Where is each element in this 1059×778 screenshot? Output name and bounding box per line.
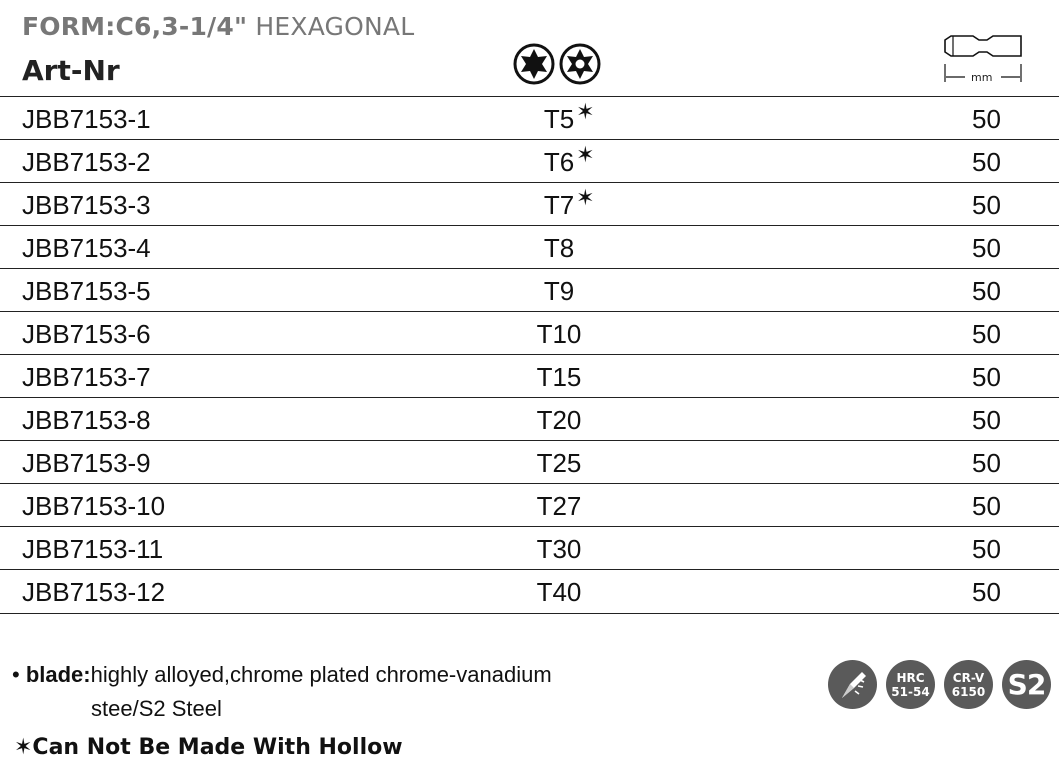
- table-row: [0, 311, 1059, 354]
- blade-label: blade:: [25, 662, 91, 687]
- torx-tamper-icon: [559, 43, 601, 85]
- torx-star-icon: [513, 43, 555, 85]
- blade-line-1: highly alloyed,chrome plated chrome-vanadium: [90, 662, 552, 687]
- no-hollow-star: ✶: [576, 142, 595, 167]
- torx-size: [537, 362, 582, 393]
- hrc-badge: [886, 660, 935, 709]
- torx-size-text: T8: [543, 233, 575, 263]
- art-number: JBB7153-3: [22, 190, 151, 220]
- hardness-badge: [828, 660, 877, 709]
- form-title: [22, 12, 414, 41]
- art-number: JBB7153-6: [22, 319, 151, 349]
- no-hollow-star: ✶: [576, 99, 595, 124]
- art-number: JBB7153-8: [22, 405, 151, 435]
- art-nr-header: Art-Nr: [22, 54, 120, 87]
- table-row: [0, 440, 1059, 483]
- art-number: JBB7153-10: [22, 491, 166, 521]
- length-mm: 50: [972, 233, 1001, 263]
- length-mm: 50: [972, 362, 1001, 392]
- table-row: [0, 526, 1059, 569]
- torx-size: [543, 185, 595, 221]
- form-type: HEXAGONAL: [255, 12, 415, 41]
- torx-size-text: T6: [543, 147, 575, 177]
- blade-line-2: stee/S2 Steel: [91, 696, 222, 721]
- hollow-note: ✶Can Not Be Made With Hollow: [14, 735, 403, 760]
- torx-size: [537, 319, 582, 350]
- torx-size-text: T9: [543, 276, 575, 306]
- length-mm: 50: [972, 276, 1001, 306]
- torx-size: [537, 534, 582, 565]
- crv-bottom: 6150: [951, 684, 986, 699]
- table-row: [0, 96, 1059, 139]
- no-hollow-star: ✶: [576, 185, 595, 210]
- hrc-bottom: 51-54: [891, 684, 930, 699]
- table-row: [0, 139, 1059, 182]
- torx-size-text: T10: [536, 319, 582, 349]
- crv-top: CR-V: [952, 670, 985, 685]
- length-mm: 50: [972, 190, 1001, 220]
- torx-size: [544, 276, 574, 307]
- product-table: [0, 96, 1059, 614]
- torx-size: [537, 405, 582, 436]
- torx-size-text: T20: [536, 405, 582, 435]
- torx-size-text: T30: [536, 534, 582, 564]
- spec-badges: [828, 660, 1051, 709]
- torx-size: [537, 577, 582, 608]
- art-number: JBB7153-7: [22, 362, 151, 392]
- torx-size: [543, 99, 595, 135]
- torx-size-text: T40: [536, 577, 582, 607]
- torx-size: [537, 491, 582, 522]
- torx-size-text: T27: [536, 491, 582, 521]
- length-mm: 50: [972, 448, 1001, 478]
- length-mm: 50: [972, 104, 1001, 134]
- drive-type-icons: [513, 43, 601, 85]
- torx-size: [543, 142, 595, 178]
- art-number: JBB7153-9: [22, 448, 151, 478]
- unit-label: mm: [971, 71, 993, 84]
- length-mm: 50: [972, 491, 1001, 521]
- bullet: •: [12, 662, 20, 687]
- length-mm: 50: [972, 147, 1001, 177]
- torx-size: [544, 233, 574, 264]
- crv-badge: [944, 660, 993, 709]
- length-mm: 50: [972, 319, 1001, 349]
- table-row: [0, 225, 1059, 268]
- table-row: [0, 397, 1059, 440]
- table-row: [0, 354, 1059, 397]
- art-number: JBB7153-12: [22, 577, 166, 607]
- table-row: [0, 483, 1059, 526]
- art-number: JBB7153-11: [22, 534, 164, 564]
- length-mm: 50: [972, 405, 1001, 435]
- torx-size-text: T25: [536, 448, 582, 478]
- blade-note: [12, 658, 552, 726]
- art-number: JBB7153-5: [22, 276, 151, 306]
- art-number: JBB7153-4: [22, 233, 151, 263]
- s2-badge: [1002, 660, 1051, 709]
- art-number: JBB7153-1: [22, 104, 151, 134]
- table-row: [0, 569, 1059, 614]
- length-mm: 50: [972, 534, 1001, 564]
- torx-size: [537, 448, 582, 479]
- torx-size-text: T5: [543, 104, 575, 134]
- hardness-tip-icon: [836, 668, 870, 702]
- art-number: JBB7153-2: [22, 147, 151, 177]
- torx-size-text: T15: [536, 362, 582, 392]
- form-code: FORM:C6,3-1/4": [22, 12, 248, 41]
- length-mm: 50: [972, 577, 1001, 607]
- hrc-top: HRC: [896, 670, 925, 685]
- table-row: [0, 182, 1059, 225]
- table-row: [0, 268, 1059, 311]
- torx-size-text: T7: [543, 190, 575, 220]
- s2-label: S2: [1007, 667, 1046, 701]
